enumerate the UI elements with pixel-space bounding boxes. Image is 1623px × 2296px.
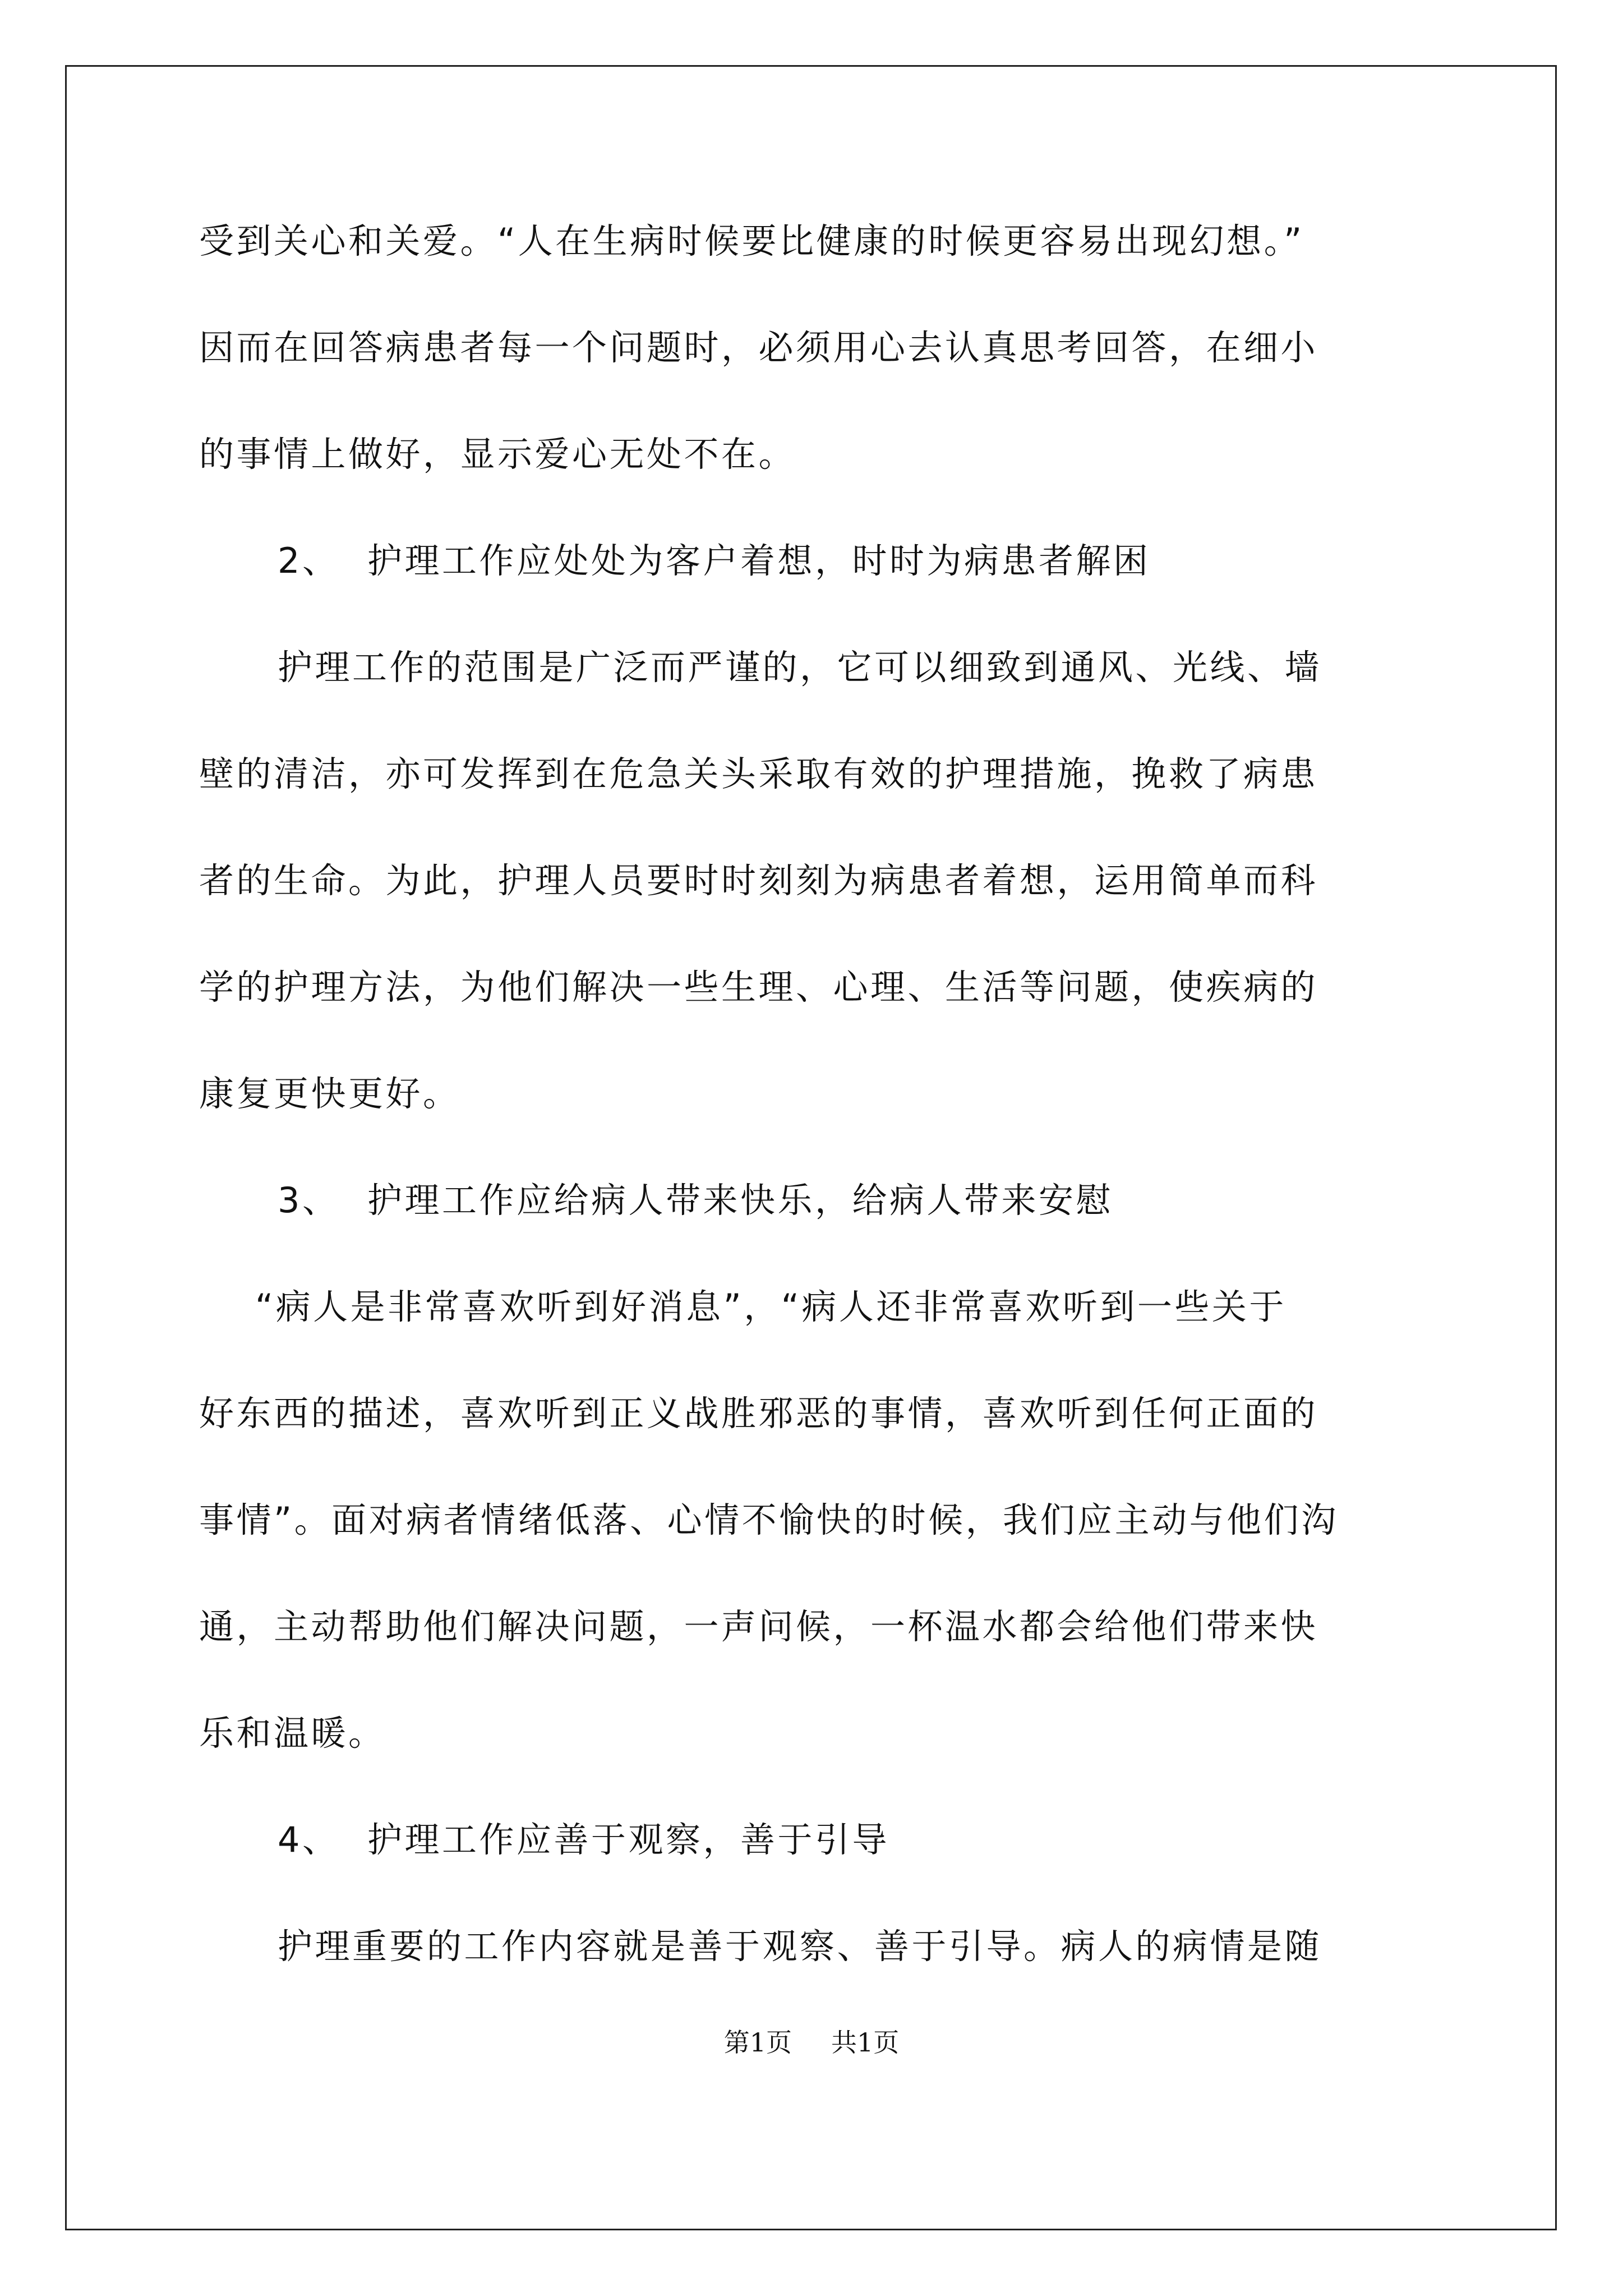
section-number: 4、	[278, 1819, 340, 1860]
section-heading-4	[199, 1806, 1438, 1913]
text-line-8: 学的护理方法，为他们解决一些生理、心理、生活等问题，使疾病的	[199, 967, 1318, 1007]
text-line-9: 康复更快更好。	[199, 1073, 460, 1114]
text-line-6: 壁的清洁，亦可发挥到在危急关头采取有效的护理措施，挽救了病患	[199, 753, 1318, 794]
document-body	[199, 208, 1438, 2019]
text-line-13: 事情”。面对病者情绪低落、心情不愉快的时候，我们应主动与他们沟	[199, 1499, 1339, 1540]
page-footer	[0, 2022, 1623, 2059]
section-title: 护理工作应给病人带来快乐，给病人带来安慰	[367, 1180, 1114, 1221]
section-title: 护理工作应善于观察，善于引导	[367, 1819, 890, 1860]
text-line-5: 护理工作的范围是广泛而严谨的，它可以细致到通风、光线、墙	[278, 647, 1322, 688]
text-line-1: 受到关心和关爱。“人在生病时候要比健康的时候更容易出现幻想。”	[199, 220, 1304, 261]
page-number: 第1页	[723, 2027, 792, 2058]
text-line-2: 因而在回答病患者每一个问题时，必须用心去认真思考回答，在细小	[199, 327, 1318, 368]
section-title: 护理工作应处处为客户着想，时时为病患者解困	[367, 540, 1151, 581]
section-number: 2、	[278, 540, 340, 581]
text-line-15: 乐和温暖。	[199, 1713, 386, 1754]
text-line-3: 的事情上做好，显示爱心无处不在。	[199, 434, 796, 475]
text-line-17: 护理重要的工作内容就是善于观察、善于引导。病人的病情是随	[278, 1926, 1322, 1967]
section-number: 3、	[278, 1180, 340, 1221]
section-heading-2	[199, 527, 1438, 634]
text-line-7: 者的生命。为此，护理人员要时时刻刻为病患者着想，运用简单而科	[199, 860, 1318, 901]
text-line-12: 好东西的描述，喜欢听到正义战胜邪恶的事情，喜欢听到任何正面的	[199, 1393, 1318, 1434]
text-line-14: 通，主动帮助他们解决问题，一声问候，一杯温水都会给他们带来快	[199, 1606, 1318, 1647]
section-heading-3	[199, 1167, 1438, 1273]
page-total: 共1页	[831, 2027, 900, 2058]
text-line-11: “病人是非常喜欢听到好消息”，“病人还非常喜欢听到一些关于	[255, 1286, 1287, 1327]
